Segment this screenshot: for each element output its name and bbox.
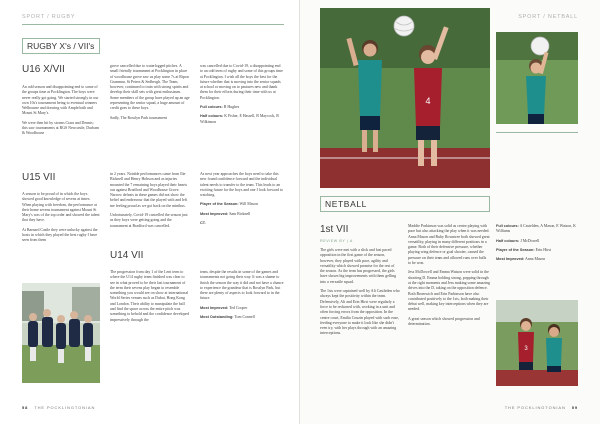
u16-para-4: Sadly, The Rosslyn Park tournament [110,115,167,120]
right-page-number: 59 [571,405,578,410]
u14-col-3 [200,270,284,324]
u14-col-2 [110,270,190,327]
u15-col-2 [110,172,190,233]
netball-full-label: Full colours: [496,224,519,228]
right-footer [505,405,578,410]
section-tag-netball: SPORT / NETBALL [518,14,578,20]
rugby-header-box: RUGBY X's / VII's [22,38,100,54]
rugby-photo-image [22,283,100,383]
u15-col-1 [22,192,100,248]
right-side-rule [496,132,578,133]
rugby-team-photo [22,283,100,383]
netball-improved [496,257,578,262]
u16-para-5: was cancelled due to Covid-19, a disappointing end to an odd term of rugby and some of this groups time at Pocklington. I wish all the boys the best for the future whether that is moving into the senior squads at school or moving on to pastures new and thank them for their efforts during their time with us at Pocklington. [200,64,283,100]
u16-colours [200,105,284,110]
u15-para-1: A season to be proud of in which the boys showed good knowledge of sevens at times. When playing with freedom, the performance at their home sevens tournament against Mount St Mary's was of the top order and showed the talent that they have. [22,192,100,223]
netball-action-photo [496,300,578,386]
u15-heading: U15 VII [22,172,56,183]
netball-improved-label: Most Improved: [496,257,525,262]
u16-half-label: Half colours: [200,114,224,119]
u16-col-1 [22,85,100,141]
u14-outstanding-value: Tom Connell [234,315,255,320]
u15-para-4: Unfortunately, Covid-19 cancelled the season just as they boys were getting going and the tournament at Bradford was cancelled. [110,213,188,228]
netball-half [496,239,578,244]
u15-player-value: Will Mason [239,202,258,207]
u15-player [200,202,284,207]
netball-player-label: Player of the Season: [496,247,535,252]
netball-col-1 [320,248,400,341]
netball-shirt-number-a: 4 [425,96,431,106]
netball-byline: REVIEW BY | A [320,239,353,243]
u16-colours-value: B Hughes [223,105,240,110]
u15-para-3: in 2 years. Notable performances came from Ilie Bicknell and Henry Hobson and as injuries mounted the 7 remaining boys played their hearts out against Bradford and Woodhouse Grove. Narrow defeats in these games did not show the belief and endeavour that the played with and left me feeling proud as we got back on the minibus. [110,172,188,208]
left-footer [22,405,95,410]
u15-col-3 [200,172,284,230]
u15-sign: CT. [200,221,206,226]
netball-shirt-number-b: 3 [524,346,528,352]
u15-para-2: At Barnard Castle they were unlucky against the hosts in which they played the best rugby I have seen from them [22,227,98,243]
netball-improved-value: Anna Mason [525,257,546,262]
netball-photo-image [320,8,490,188]
u16-heading: U16 X/VII [22,64,65,75]
section-tag-rugby: SPORT / RUGBY [22,14,76,20]
u14-heading: U14 VII [110,250,144,261]
left-footer-title: THE POCKLINGTONIAN [34,405,96,410]
netball-half-value: J McDowell [520,238,540,243]
u14-para-2: team, despite the results in some of the games and tournaments not going their way. It was a shame to finish the season the way it did and not have a chance to experience the grandeur that is Rosslyn Park, but there are plenty of aspects to look forward to in the future. [200,270,284,301]
netball-full [496,224,578,235]
u14-para-1: The progression from day 1 of the Lent term to where the U14 rugby team finished was clear to see in what proved to be their last tournament of the term their sevens play began to resemble something you would see on show at international World Series venues such as Dubai, Hong Kong and London. Their ability to manipulate the ball and find the space across the entire pitch was something to behold and the confidence developed impressively through the [110,270,190,322]
u16-para-2: We were then hit by storms Ciara and Dennis; this saw tournaments at RGS Newcastle, Durham & Woodhouse [22,120,100,136]
netball-full-value: A Castelden, A Mason, E Watson, K Williams [496,224,576,234]
u14-improved [200,306,284,311]
netball-para-1: The girls were met with a slick and fast paced opposition in the first game of the season, however, they played with pace, agility and versatility which showed promise for the rest of the season. As the term has progressed, the girls have shown big improvements with them gelling into a versatile squad. [320,248,397,284]
netball-player [496,248,578,253]
u16-col-3 [200,64,284,129]
netball-col-3 [496,224,578,266]
netball-match-photo [320,8,490,188]
u14-outstanding-label: Most Outstanding: [200,315,234,320]
netball-player-value: Erin Hirst [535,247,552,252]
u14-improved-value: Ted Cooper [229,305,248,310]
u14-outstanding [200,315,284,320]
u15-player-label: Player of the Season: [200,202,239,207]
u16-colours-label: Full colours: [200,105,223,110]
u15-improved-label: Most Improved: [200,211,229,216]
u16-para-3: grove cancelled due to waterlogged pitches. A small friendly tournament at Pocklington in place of woodhouse grove saw us play some 7s at Ripon Grammar, St Peters & Sedbergh. The Team, however, continued to train with strong spirits and develop their skill sets with great enthusiasm. Some members of the group have played up an age representing the senior squad, a huge amount of credit goes to these boys. [110,64,190,111]
u16-col-2 [110,64,190,125]
netball-1st-heading: 1st VII [320,224,349,235]
u14-improved-label: Most Improved: [200,305,229,310]
header-rule [22,24,284,25]
left-page-number: 58 [22,405,29,410]
netball-player-photo [496,32,578,124]
netball-action-image [496,300,578,386]
netball-player-image [496,32,578,124]
u16-half-value: K Fisher, E Hassell, B Maycock, B Wilkinson [200,114,279,124]
right-page [300,0,600,424]
netball-para-5: A great season which showed progression and determination. [408,316,480,327]
netball-col-2 [408,224,490,331]
right-footer-title: THE POCKLINGTONIAN [504,405,566,410]
netball-para-4: Jess McDowell and Emma Watson were solid in the shooting D. Emma holding strong, popping through at the right moments and Jess making some amazing drives into the D, taking on the opposition defence. Both Bromwich and Erin Parkinson have also contributed positively to the 1sts, both making their debut well, making key interceptions when they are needed. [408,270,490,312]
u16-para-1: An odd season and disappointing end to some of the groups time at Pocklington. The boys were never really got going. We started strongly in our own 10s's tournament being to eventual winners Welbourne and drawing with Ampleforth and Mount St Mary's. [22,85,99,116]
netball-header-box: NETBALL [320,196,490,212]
netball-para-2: The 1sts were captained well by Ali Castleden who always kept the positivity within the team. Defensively, Ali and Erin Hirst were regularly a force to be reckoned with, working in a unit and often forcing errors from the opposition. In the centre court, Emilia Couzin played with such ease, feeding everyone to make it look like she didn't even try, with her plays through with an amazing interceptions. [320,289,400,336]
u15-improved-value: Sam Bicknell [229,211,251,216]
netball-half-label: Half colours: [496,238,520,243]
u16-half [200,114,284,125]
u15-improved [200,212,284,217]
u15-para-5: As next year approaches the boys need to take this new found confidence forward and the individual talent needs to transfer to the team. This leads to an exciting future for the boys and one I look forward to watching. [200,172,283,198]
netball-para-3: Maddie Parkinson was solid as centre playing with pace but also attacking the play when it was needed. Anna Mason and Ruby Rowntree both showed great versatility, playing in many different positions in a game. Both of their defensive pressure, whether playing wing defence or goal shooter, caused the pressure on their team and allowed runs over balls to be won. [408,224,490,266]
